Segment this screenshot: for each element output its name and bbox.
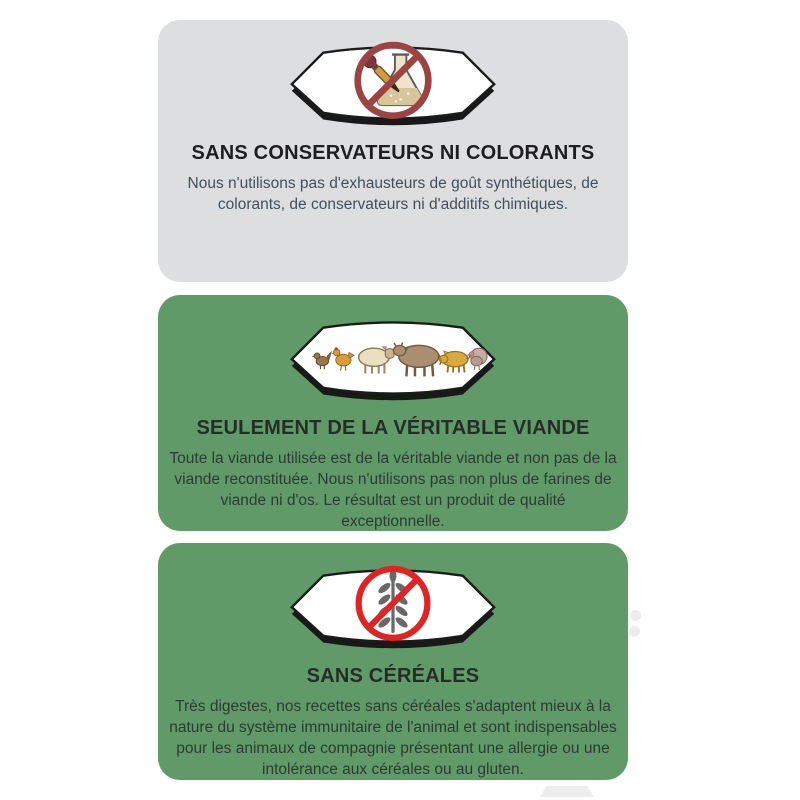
farm-animals-icon bbox=[288, 313, 498, 413]
hexagon-badge bbox=[158, 313, 628, 413]
background-artifact-dots bbox=[628, 608, 644, 642]
no-additives-flask-icon bbox=[288, 38, 498, 138]
card-body: Très digestes, nos recettes sans céréales s'adaptent mieux à la nature du système immunitaire de l'animal et sont indispensables pour les animaux de compagnie présentant une allergie ou une intolérance aux céréales ou au gluten. bbox=[169, 698, 617, 778]
real-meat-card bbox=[158, 295, 628, 531]
card-title: SEULEMENT DE LA VÉRITABLE VIANDE bbox=[196, 417, 590, 439]
grain-free-card bbox=[158, 543, 628, 780]
background-artifact-hexagon-tip bbox=[540, 786, 594, 797]
hexagon-badge bbox=[158, 561, 628, 661]
hexagon-badge bbox=[158, 38, 628, 138]
card-body: Toute la viande utilisée est de la véritable viande et non pas de la viande reconstituée. Nous n'utilisons pas non plus de farines de viande ni d'os. Le résultat est un produit de qualité exceptionnelle. bbox=[169, 450, 617, 530]
no-grain-wheat-icon bbox=[288, 561, 498, 661]
no-preservatives-card bbox=[158, 20, 628, 282]
card-body: Nous n'utilisons pas d'exhausteurs de goût synthétiques, de colorants, de conservateurs ni d'additifs chimiques. bbox=[187, 175, 599, 213]
card-title: SANS CÉRÉALES bbox=[306, 665, 480, 687]
card-title: SANS CONSERVATEURS NI COLORANTS bbox=[191, 142, 595, 164]
